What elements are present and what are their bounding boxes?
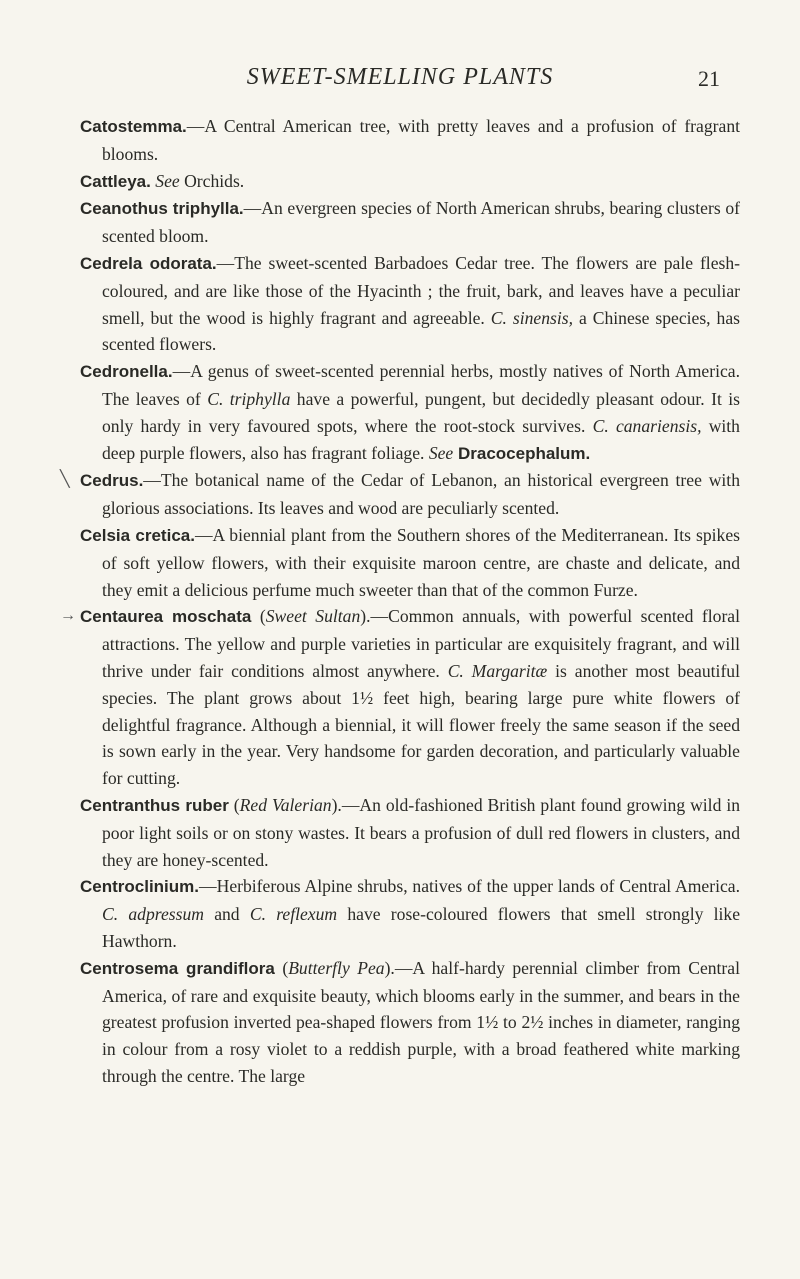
entry-text: —A genus of sweet-scented perennial herbs, mostly natives of North America. The leaves of bbox=[102, 361, 740, 409]
entry-text: have a powerful, pungent, but decidedly pleasant odour. It is only hardy in very favoured spots, where the root-stock survives. bbox=[102, 388, 740, 436]
paren-open: ( bbox=[228, 794, 240, 815]
cross-reference: Dracocephalum. bbox=[453, 443, 591, 463]
entry-headword: Cedrela odorata. bbox=[80, 253, 217, 273]
entry-text: a Chinese species, has scented flowers. bbox=[102, 307, 740, 355]
entry-celsia bbox=[80, 522, 740, 603]
entry-text: —A Central American tree, with pretty leaves and a profusion of fragrant blooms. bbox=[102, 116, 740, 164]
entry-headword: Celsia cretica. bbox=[80, 525, 195, 545]
entry-ceanothus bbox=[80, 195, 740, 250]
entry-text: ).—Common annuals, with powerful scented floral attractions. The yellow and purple varieties in particular are exquisitely fragrant, and will thrive under fair conditions almost anywhere. bbox=[102, 606, 741, 681]
entry-catostemma bbox=[80, 113, 740, 168]
entry-cedrus bbox=[60, 467, 740, 522]
entry-text: —Herbiferous Alpine shrubs, natives of the upper lands of Central America. bbox=[199, 876, 740, 897]
species-name: C. reflexum bbox=[249, 904, 338, 925]
pencil-mark-icon: ╲ bbox=[60, 471, 70, 489]
entry-text: —An evergreen species of North American shrubs, bearing clusters of scented bloom. bbox=[102, 198, 740, 247]
entry-cattleya bbox=[80, 168, 740, 196]
entry-text: —The sweet-scented Barbadoes Cedar tree. The flowers are pale flesh-coloured, and are like those of the Hyacinth ; the fruit, bark, and leaves have a peculiar smell, but the wood is highly fragrant and agreeable. bbox=[102, 252, 741, 328]
entry-headword: Cedronella. bbox=[80, 362, 173, 382]
entry-centrosema bbox=[80, 955, 740, 1090]
see-reference-label: See bbox=[155, 170, 180, 191]
entry-headword: Centroclinium. bbox=[80, 877, 200, 897]
entry-text: —A biennial plant from the Southern shores of the Mediterranean. Its spikes of soft yellow flowers, with their exquisite maroon centre, are chaste and delicate, and they emit a delicious perfume much sweeter than that of the common Furze. bbox=[102, 524, 740, 600]
entry-text: with deep purple flowers, also has fragrant foliage. bbox=[102, 415, 740, 463]
page-number: 21 bbox=[698, 66, 720, 91]
entry-text: ).—A half-hardy perennial climber from Central America, of rare and exquisite beauty, which blooms early in the summer, and bears in the greatest profusion inverted pea-shaped flowers from 1½ to 2½ inches in diameter, ranging in colour from a rosy violet to a reddish purple, with a broad feathered white marking through the centre. The large bbox=[102, 957, 740, 1086]
page-body bbox=[60, 113, 741, 1090]
species-name: C. adpressum bbox=[102, 904, 204, 925]
entry-centroclinium bbox=[80, 873, 740, 954]
entry-text: ).—An old-fashioned British plant found growing wild in poor light soils or on stony wastes. It bears a profusion of dull red flowers in clusters, and they are honey-scented. bbox=[102, 794, 740, 870]
species-name: C. triphylla bbox=[207, 388, 291, 409]
entry-text: have rose-coloured flowers that smell strongly like Hawthorn. bbox=[102, 904, 741, 951]
paren-open: ( bbox=[274, 957, 289, 978]
running-head bbox=[0, 58, 800, 98]
see-reference-label: See bbox=[428, 442, 454, 463]
entry-text: Orchids. bbox=[179, 170, 245, 191]
entry-headword: Centrosema grandiflora bbox=[80, 958, 275, 978]
entry-centaurea bbox=[60, 603, 741, 792]
species-name: C. Margaritæ bbox=[447, 660, 548, 681]
common-name: Sweet Sultan bbox=[265, 606, 361, 627]
common-name: Butterfly Pea bbox=[288, 957, 385, 978]
entry-text: —The botanical name of the Cedar of Lebanon, an historical evergreen tree with glorious associations. Its leaves and wood are peculiarly scented. bbox=[102, 470, 740, 519]
entry-cedrela bbox=[80, 250, 740, 358]
running-title: SWEET-SMELLING PLANTS bbox=[246, 64, 554, 90]
entry-text: is another most beautiful species. The plant grows about 1½ feet high, bearing large pure white flowers of delightful fragrance. Although a biennial, it will flower freely the same season if the seed is sown early in the year. Very handsome for garden decoration, and particularly valuable for cutting. bbox=[102, 660, 740, 789]
pencil-arrow-icon: → bbox=[60, 607, 76, 625]
paren-open: ( bbox=[251, 606, 266, 627]
entry-headword: Ceanothus triphylla. bbox=[80, 199, 244, 219]
entry-headword: Centranthus ruber bbox=[80, 795, 229, 815]
species-name: C. sinensis, bbox=[490, 307, 573, 328]
entry-headword: Cattleya. bbox=[80, 171, 151, 191]
entry-headword: Cedrus. bbox=[80, 471, 144, 491]
entry-cedronella bbox=[80, 358, 740, 467]
entry-centranthus bbox=[80, 792, 740, 873]
entry-headword: Centaurea moschata bbox=[80, 607, 252, 627]
entry-text: and bbox=[203, 904, 250, 925]
entry-headword: Catostemma. bbox=[80, 117, 187, 136]
common-name: Red Valerian bbox=[239, 794, 332, 815]
species-name: C. canariensis, bbox=[592, 415, 702, 436]
